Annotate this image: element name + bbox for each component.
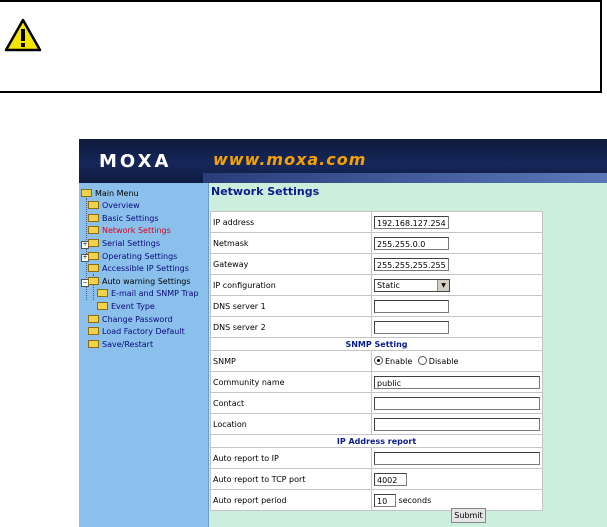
- warning-icon: [4, 18, 42, 52]
- sidebar-item-auto-warning[interactable]: Auto warning Settings: [88, 276, 191, 288]
- form-row: [211, 254, 543, 275]
- folder-icon: [88, 327, 99, 335]
- header-banner: [79, 139, 607, 183]
- moxa-logo: MOXA: [99, 151, 172, 172]
- ip-configuration-select[interactable]: Static ▼: [374, 279, 450, 292]
- gateway-label: Gateway: [211, 254, 372, 275]
- folder-icon: [88, 252, 99, 260]
- folder-icon: [88, 340, 99, 348]
- folder-icon: [97, 302, 108, 310]
- auto-report-tcp-port-input[interactable]: 4002: [374, 473, 407, 486]
- folder-icon: [88, 264, 99, 272]
- sidebar-item-change-password[interactable]: Change Password: [88, 314, 173, 326]
- snmp-enable-radio[interactable]: [374, 356, 383, 365]
- folder-icon: [97, 289, 108, 297]
- form-row: [211, 212, 543, 233]
- web-console-screenshot: [79, 139, 607, 527]
- form-row: [211, 469, 543, 490]
- sidebar-item-email-snmp-trap[interactable]: E-mail and SNMP Trap: [97, 288, 199, 300]
- dns-server-2-label: DNS server 2: [211, 317, 372, 338]
- sidebar-item-serial-settings[interactable]: Serial Settings: [88, 238, 160, 250]
- form-row: [211, 296, 543, 317]
- moxa-url: www.moxa.com: [213, 150, 367, 169]
- submit-button[interactable]: Submit: [451, 508, 486, 523]
- auto-report-ip-input[interactable]: [374, 452, 540, 465]
- sidebar-item-overview[interactable]: Overview: [88, 200, 140, 212]
- sidebar-item-basic-settings[interactable]: Basic Settings: [88, 213, 159, 225]
- form-row: [211, 372, 543, 393]
- netmask-input[interactable]: 255.255.0.0: [374, 237, 449, 250]
- auto-report-tcp-port-label: Auto report to TCP port: [211, 469, 372, 490]
- form-row: [211, 414, 543, 435]
- page-title: Network Settings: [211, 185, 320, 198]
- sidebar-item-save-restart[interactable]: Save/Restart: [88, 339, 153, 351]
- folder-icon: [88, 201, 99, 209]
- section-header-row: [211, 338, 543, 351]
- form-row: [211, 351, 543, 372]
- snmp-disable-radio[interactable]: [418, 356, 427, 365]
- sidebar-item-operating-settings[interactable]: Operating Settings: [88, 251, 177, 263]
- folder-icon: [88, 239, 99, 247]
- ip-address-report-heading: IP Address report: [211, 435, 543, 448]
- form-row: [211, 490, 543, 511]
- ip-address-label: IP address: [211, 212, 372, 233]
- expand-plus-icon[interactable]: +: [82, 241, 88, 248]
- dns-server-2-input[interactable]: [374, 321, 449, 334]
- folder-icon: [88, 226, 99, 234]
- sidebar-item-accessible-ip[interactable]: Accessible IP Settings: [88, 263, 189, 275]
- form-row: [211, 233, 543, 254]
- form-row: [211, 317, 543, 338]
- contact-label: Contact: [211, 393, 372, 414]
- community-name-input[interactable]: public: [374, 376, 540, 389]
- auto-report-period-label: Auto report period: [211, 490, 372, 511]
- form-row: [211, 448, 543, 469]
- sidebar-menu: [79, 183, 209, 527]
- netmask-label: Netmask: [211, 233, 372, 254]
- sidebar-item-main-menu[interactable]: Main Menu: [81, 188, 139, 200]
- auto-report-ip-label: Auto report to IP: [211, 448, 372, 469]
- sidebar-item-network-settings[interactable]: Network Settings: [88, 225, 171, 237]
- location-input[interactable]: [374, 418, 540, 431]
- main-content: [209, 183, 607, 527]
- folder-icon: [88, 315, 99, 323]
- dropdown-arrow-icon[interactable]: ▼: [437, 280, 449, 291]
- sidebar-item-load-factory-default[interactable]: Load Factory Default: [88, 326, 185, 338]
- network-settings-form: [210, 211, 543, 511]
- form-row: [211, 393, 543, 414]
- period-unit-label: seconds: [398, 495, 432, 505]
- expand-plus-icon[interactable]: +: [82, 254, 88, 261]
- snmp-setting-heading: SNMP Setting: [211, 338, 543, 351]
- folder-icon: [88, 277, 99, 285]
- snmp-enable-label: Enable: [385, 357, 413, 366]
- folder-icon: [81, 189, 92, 197]
- form-row: [211, 275, 543, 296]
- contact-input[interactable]: [374, 397, 540, 410]
- ip-configuration-label: IP configuration: [211, 275, 372, 296]
- snmp-label: SNMP: [211, 351, 372, 372]
- gateway-input[interactable]: 255.255.255.255: [374, 258, 449, 271]
- dns-server-1-input[interactable]: [374, 300, 449, 313]
- folder-icon: [88, 214, 99, 222]
- ip-address-input[interactable]: 192.168.127.254: [374, 216, 449, 229]
- dns-server-1-label: DNS server 1: [211, 296, 372, 317]
- community-name-label: Community name: [211, 372, 372, 393]
- collapse-minus-icon[interactable]: −: [82, 279, 88, 286]
- auto-report-period-input[interactable]: 10: [374, 494, 396, 507]
- header-bar: [203, 173, 607, 183]
- sidebar-item-event-type[interactable]: Event Type: [97, 301, 155, 313]
- warning-box: [0, 0, 602, 93]
- location-label: Location: [211, 414, 372, 435]
- section-header-row: [211, 435, 543, 448]
- snmp-disable-label: Disable: [428, 357, 459, 366]
